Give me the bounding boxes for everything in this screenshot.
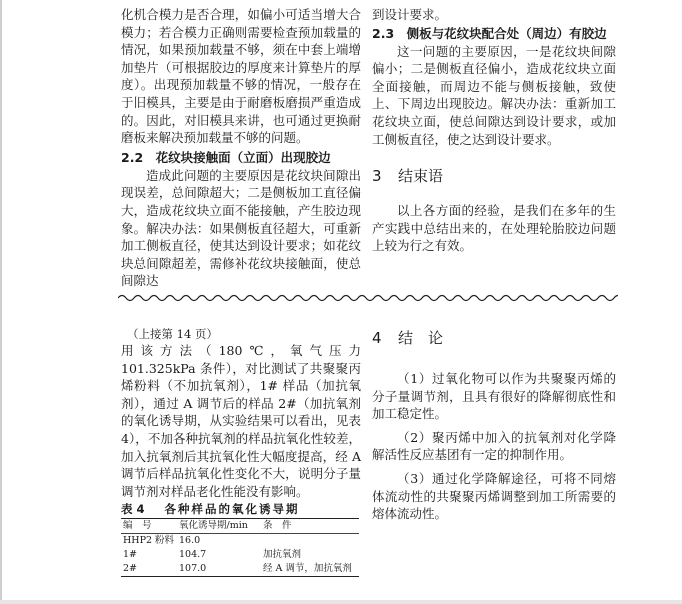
section-2-2-heading [121,148,361,167]
section-title: 结束语 [398,167,444,186]
table-cell [261,534,359,549]
table-title: 各种样品的氧化诱导期 [164,502,300,517]
bottom-right-column [372,326,616,523]
table-header-cell: 条 件 [263,520,292,532]
section-number: 4 [372,329,382,347]
paragraph-5: 用该方法（180℃，氧气压力 101.325kPa 条件），对比测试了共聚聚丙烯粉料（不加抗氧剂），1# 样品（加抗氧剂），通过 A 调节后的样品 2#（加抗氧剂的氧化诱导期，从实验结果可以看出，见表 4），不加各种抗氧剂的样品抗氧化性较差，加入抗氧剂后其抗氧化性大幅度提高，经 A 调节后样品抗氧化性变化不大，说明分子量调节剂对样品老化性能没有影响。 [121,343,361,499]
table-caption [121,500,361,518]
paragraph-2: 造成此问题的主要原因是花纹块间隙出现误差，总间隙超大；二是侧板加工直径偏大，造成花纹块立面不能接触，产生胶边现象。解决办法：如果侧板直径超大，可重新加工侧板直径，使其达到设计要求；如花纹块总间隙超差，需修补花纹块接触面，使总间隙达 [121,167,361,289]
table-label: 表 4 [121,502,145,517]
section-2-3-heading [372,24,616,43]
table-cell: 加抗氧剂 [263,549,302,561]
data-table [121,518,359,578]
section-number: 3 [372,167,382,186]
conclusion-1: （1）过氧化物可以作为共聚聚丙烯的分子量调节剂，且具有很好的降解彻底性和加工稳定性。 [372,371,616,422]
continuation-line: 到设计要求。 [372,7,448,22]
table-row [121,534,359,549]
paragraph-1: 化机合模力是否合理，如偏小可适当增大合模力；若合模力正确则需要检查预加载量的情况，如果预加载量不够，须在中套上端增加垫片（可根据胶边的厚度来计算垫片的厚度）。出现预加载量不够的情况，一般存在于旧模具，主要是由于耐磨板磨损严重造成的。因此，对旧模具来讲，也可通过更换耐磨板来解决预加载量不够的问题。 [121,7,361,146]
section-3-heading [372,166,616,186]
section-title: 侧板与花纹块配合处（周边）有胶边 [406,25,607,41]
table-header-cell: 氧化诱导期/min [179,520,248,532]
page-edge-shadow [0,0,2,604]
bottom-left-column [121,326,361,578]
table-header-cell: 编 号 [123,520,152,532]
paragraph-4: 以上各方面的经验，是我们在多年的生产实践中总结出来的，在处理轮胎胶边问题上较为行之有效。 [372,203,616,254]
continued-from-note: （上接第 14 页） [127,327,218,341]
top-left-column [121,6,361,290]
table-row [121,548,359,562]
table-header-row [121,519,359,534]
table-cell: 104.7 [179,549,207,561]
conclusion-3: （3）通过化学降解途径，可将不同熔体流动性的共聚聚丙烯调整到加工所需要的熔体流动性。 [372,470,616,522]
section-number: 2.2 [121,149,144,165]
section-4-heading [372,328,616,348]
section-title: 结 论 [398,329,444,347]
wavy-divider [118,292,618,304]
page-bottom-edge [0,600,682,604]
table-cell: 16.0 [179,535,201,547]
section-title: 花纹块接触面（立面）出现胶边 [155,149,331,165]
table-cell: HHP2 粉料 [123,535,175,547]
table-cell: 2# [123,563,138,575]
table-cell: 1# [123,549,138,561]
paragraph-3: 这一问题的主要原因，一是花纹块间隙偏小；二是侧板直径偏小，造成花纹块立面全面接触，而周边不能与侧板接触，致使上、下周边出现胶边。解决办法：重新加工花纹块立面，使总间隙达到设计要求，或加工侧板直径，使之达到设计要求。 [372,43,616,147]
table-cell: 经 A 调节，加抗氧剂 [263,563,352,575]
conclusion-2: （2）聚丙烯中加入的抗氧剂对化学降解活性反应基团有一定的抑制作用。 [372,429,616,463]
section-number: 2.3 [372,25,395,41]
table-bottom-rule [121,577,359,579]
top-right-column [372,6,616,255]
table-row [121,562,359,577]
table-cell: 107.0 [179,563,207,575]
